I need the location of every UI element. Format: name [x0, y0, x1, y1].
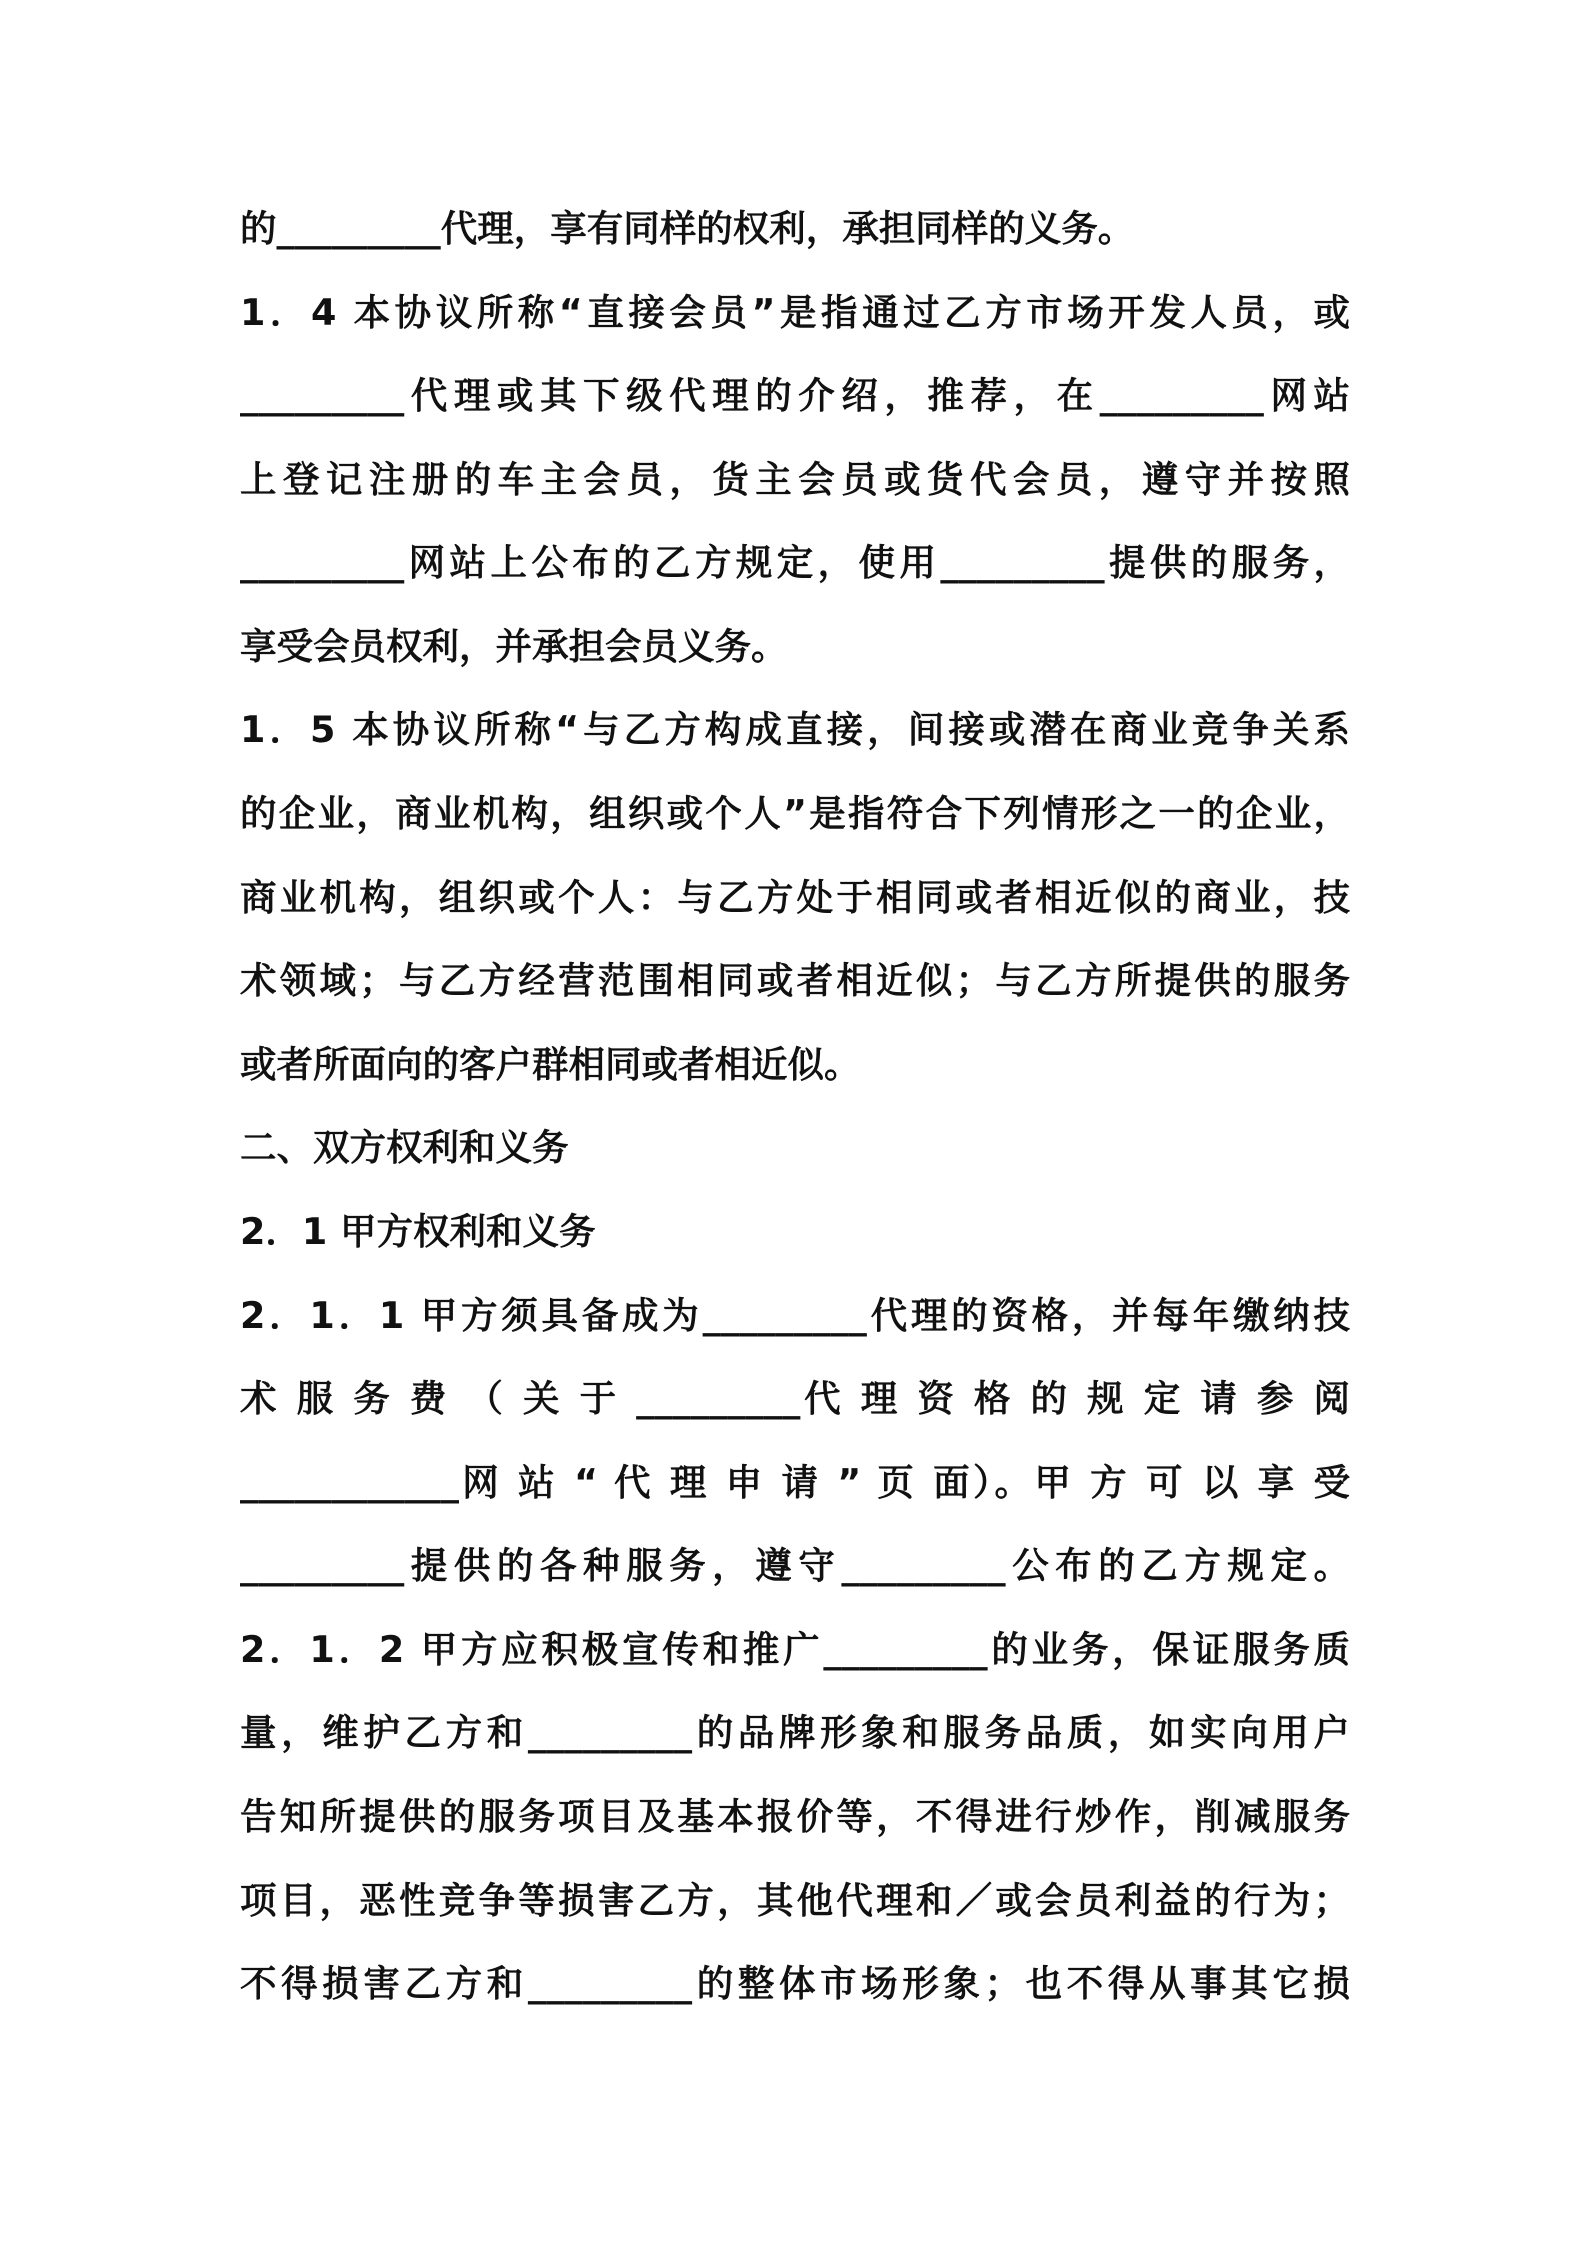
- text-line-7: 1．5 本协议所称“与乙方构成直接，间接或潜在商业竞争关系: [240, 708, 1350, 751]
- subsection-heading-2-1: 2．1 甲方权利和义务: [240, 1210, 596, 1253]
- text-line-17: _________提供的各种服务，遵守_________公布的乙方规定。: [240, 1544, 1350, 1587]
- text-line-4: 上登记注册的车主会员，货主会员或货代会员，遵守并按照: [240, 458, 1350, 501]
- text-line-21: 项目，恶性竞争等损害乙方，其他代理和／或会员利益的行为；: [240, 1879, 1350, 1922]
- text-line-10: 术领域；与乙方经营范围相同或者相近似；与乙方所提供的服务: [240, 959, 1350, 1002]
- text-line-14: 2．1．1 甲方须具备成为_________代理的资格，并每年缴纳技: [240, 1294, 1350, 1337]
- text-line-19: 量，维护乙方和_________的品牌形象和服务品质，如实向用户: [240, 1711, 1350, 1754]
- text-line-16: ____________网 站 “ 代 理 申 请 ” 页 面）。甲 方 可 以 享 受: [240, 1461, 1350, 1504]
- text-line-6: 享受会员权利，并承担会员义务。: [240, 625, 788, 668]
- text-line-18: 2．1．2 甲方应积极宣传和推广_________的业务，保证服务质: [240, 1628, 1350, 1671]
- text-line-5: _________网站上公布的乙方规定，使用_________提供的服务，: [240, 541, 1350, 584]
- section-heading-2: 二、双方权利和义务: [240, 1126, 569, 1169]
- text-line-1: 的_________代理，享有同样的权利，承担同样的义务。: [240, 207, 1135, 250]
- text-line-8: 的企业，商业机构，组织或个人”是指符合下列情形之一的企业，: [240, 792, 1350, 835]
- text-line-15: 术 服 务 费 （ 关 于 _________代 理 资 格 的 规 定 请 参 阅: [240, 1377, 1350, 1420]
- text-line-11: 或者所面向的客户群相同或者相近似。: [240, 1043, 861, 1086]
- text-line-22: 不得损害乙方和_________的整体市场形象；也不得从事其它损: [240, 1962, 1350, 2005]
- text-line-20: 告知所提供的服务项目及基本报价等，不得进行炒作，削减服务: [240, 1795, 1350, 1838]
- text-line-2: 1．4 本协议所称“直接会员”是指通过乙方市场开发人员，或: [240, 291, 1350, 334]
- text-line-3: _________代理或其下级代理的介绍，推荐，在_________网站: [240, 374, 1350, 417]
- text-line-9: 商业机构，组织或个人：与乙方处于相同或者相近似的商业，技: [240, 876, 1350, 919]
